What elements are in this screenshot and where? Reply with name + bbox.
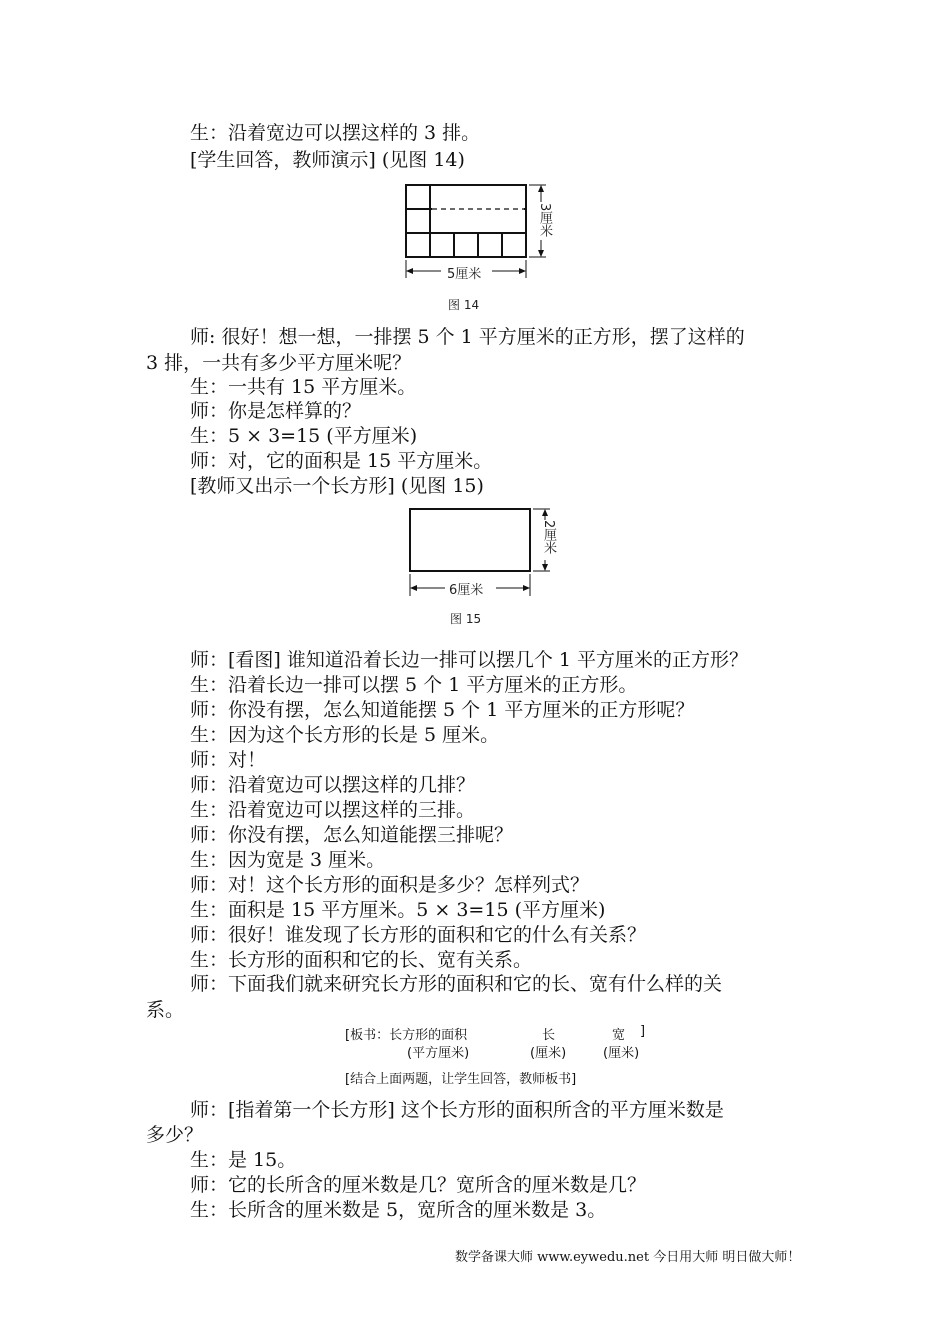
text-line: 多少？ <box>146 1124 204 1146</box>
board-close-bracket: ] <box>640 1024 646 1039</box>
dialogue-line: 师：对！这个长方形的面积是多少？怎样列式？ <box>190 874 590 896</box>
board-col-width: 宽 <box>612 1028 626 1043</box>
text-line: 师：对，它的面积是 15 平方厘米。 <box>190 450 493 472</box>
dialogue-line: 生：沿着长边一排可以摆 5 个 1 平方厘米的正方形。 <box>190 674 638 696</box>
text-line: 师：你是怎样算的？ <box>190 400 362 422</box>
dialogue-line: 师：你没有摆，怎么知道能摆三排呢？ <box>190 824 514 846</box>
text-line: 生：沿着宽边可以摆这样的 3 排。 <box>190 122 481 144</box>
text-line: 生：是 15。 <box>190 1149 297 1171</box>
dialogue-line: 师：你没有摆，怎么知道能摆 5 个 1 平方厘米的正方形呢？ <box>190 699 695 721</box>
page-footer: 数学备课大师 www.eywedu.net 今日用大师 明日做大师！ <box>455 1250 801 1265</box>
text-line: [学生回答，教师演示] (见图 14) <box>190 149 465 171</box>
board-unit-length: (厘米) <box>530 1046 567 1061</box>
board-note: [结合上面两题，让学生回答，教师板书] <box>345 1072 577 1087</box>
board-unit-width: (厘米) <box>603 1046 640 1061</box>
dialogue-line: 生：因为宽是 3 厘米。 <box>190 849 386 871</box>
text-line: 师: 很好！想一想，一排摆 5 个 1 平方厘米的正方形，摆了这样的 <box>190 326 745 348</box>
dialogue-line: 生：因为这个长方形的长是 5 厘米。 <box>190 724 500 746</box>
board-line-1: [板书：长方形的面积 <box>345 1028 468 1043</box>
dialogue-line: 生：面积是 15 平方厘米。5 × 3=15 (平方厘米) <box>190 899 606 921</box>
dialogue-line: 生：长方形的面积和它的长、宽有关系。 <box>190 949 533 971</box>
fig15-width-label: 6厘米 <box>447 579 485 598</box>
board-col-length: 长 <box>542 1028 556 1043</box>
text-line: 师：[指着第一个长方形] 这个长方形的面积所含的平方厘米数是 <box>190 1099 724 1121</box>
text-line: 师：下面我们就来研究长方形的面积和它的长、宽有什么样的关 <box>190 973 723 995</box>
fig14-height-label: 3厘米 <box>537 203 552 238</box>
text-line: 生：5 × 3=15 (平方厘米) <box>190 425 418 447</box>
board-unit-area: (平方厘米) <box>407 1046 470 1061</box>
text-line: 系。 <box>146 999 185 1021</box>
dialogue-line: 师：对！ <box>190 749 267 771</box>
text-line: 3 排，一共有多少平方厘米呢？ <box>146 352 412 374</box>
dialogue-line: 师：沿着宽边可以摆这样的几排？ <box>190 774 476 796</box>
text-line: 生：一共有 15 平方厘米。 <box>190 376 417 398</box>
text-line: [教师又出示一个长方形] (见图 15) <box>190 475 484 497</box>
fig15-height-label: 2厘米 <box>541 520 556 555</box>
fig15-caption: 图 15 <box>450 612 482 626</box>
text-line: 师：它的长所含的厘米数是几？宽所含的厘米数是几？ <box>190 1174 647 1196</box>
fig14-width-label: 5厘米 <box>445 263 483 282</box>
text-line: 生：长所含的厘米数是 5，宽所含的厘米数是 3。 <box>190 1199 607 1221</box>
fig14-caption: 图 14 <box>448 298 480 312</box>
dialogue-line: 师：很好！谁发现了长方形的面积和它的什么有关系？ <box>190 924 647 946</box>
dialogue-line: 生：沿着宽边可以摆这样的三排。 <box>190 799 476 821</box>
dialogue-line: 师：[看图] 谁知道沿着长边一排可以摆几个 1 平方厘米的正方形？ <box>190 649 749 671</box>
